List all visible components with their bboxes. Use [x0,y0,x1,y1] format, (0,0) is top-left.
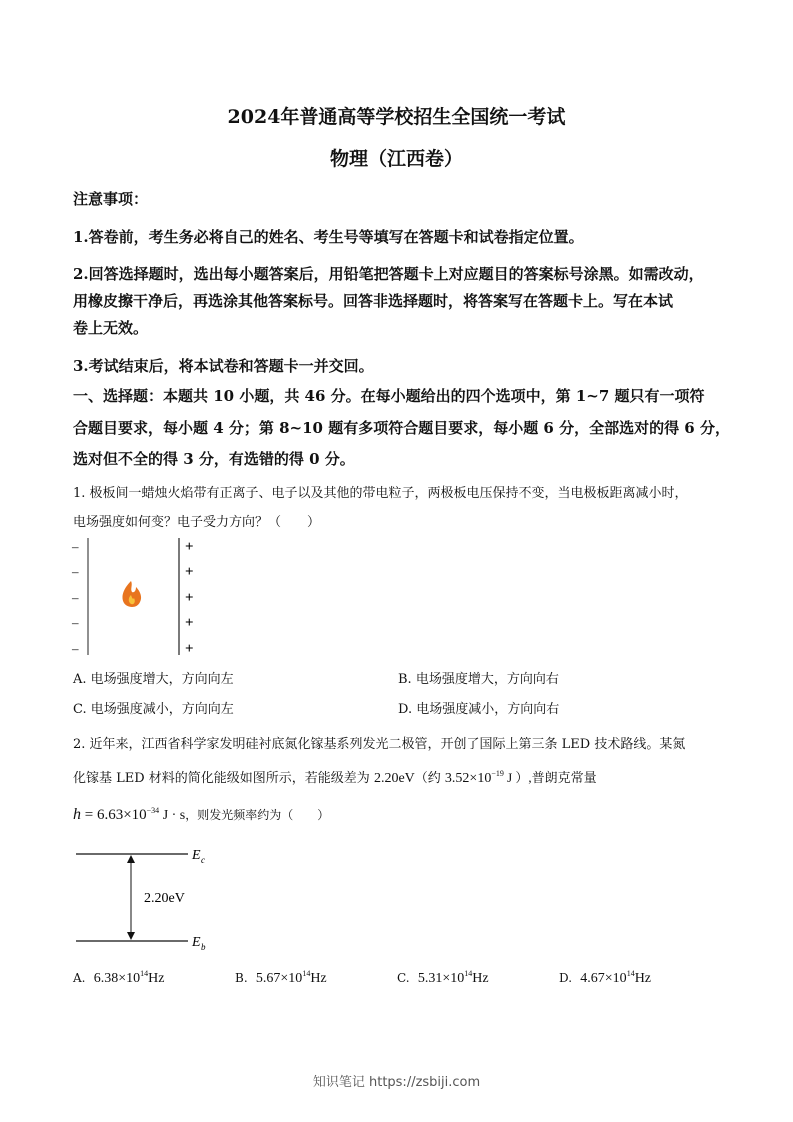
q1-option-a: A. 电场强度增大，方向向左 [73,672,234,687]
energy-joules: 3.52×10 [444,771,492,786]
energy-gap-value: 2.20eV [373,771,415,786]
minus-sign: – [72,539,79,554]
notice-item-2-line-2: 用橡皮擦干净后，再选涂其他答案标号。回答非选择题时，将答案写在答题卡上。写在本试 [73,292,674,310]
plus-sign: + [185,615,194,631]
energy-level-diagram [72,843,222,955]
notice-item-2-line-1: 2.回答选择题时，选出每小题答案后，用铅笔把答题卡上对应题目的答案标号涂黑。如需改动， [73,265,704,283]
section-1-line-2: 合题目要求，每小题 4 分；第 8~10 题有多项符合题目要求，每小题 6 分，全部选对的得 6 分， [73,419,730,437]
lower-level-subscript: b [201,942,206,952]
plus-sign: + [185,590,194,606]
exam-subtitle: 物理（江西卷） [329,148,463,170]
minus-sign: – [72,590,79,605]
exponent: −34 [146,806,160,815]
q2-text: （约 [414,771,445,786]
exponent: 14 [140,969,149,978]
planck-value: = 6.63×10 [81,807,147,823]
option-value: 5.31×10 [417,971,465,986]
section-1-line-3: 选对但不全的得 3 分，有选错的得 0 分。 [73,450,355,468]
q1-option-d: D. 电场强度减小，方向向右 [398,702,560,717]
plus-sign: + [185,641,194,657]
q1-capacitor-figure [70,535,210,660]
lower-level-label: E [192,935,201,950]
option-label: B. [235,971,248,985]
option-value: 4.67×10 [580,971,627,986]
option-unit: Hz [634,971,652,986]
notice-item-1: 1.答卷前，考生务必将自己的姓名、考生号等填写在答题卡和试卷指定位置。 [73,228,584,246]
exponent: 14 [464,969,473,978]
q1-stem-line-2: 电场强度如何变？电子受力方向？（ ） [73,515,321,530]
option-label: C. [397,971,410,985]
q2-stem-line-1: 2. 近年来，江西省科学家发明硅衬底氮化镓基系列发光二极管，开创了国际上第三条 LED 技术路线。某氮 [73,737,686,752]
notice-heading: 注意事项： [73,190,149,208]
option-label: D. [559,971,573,985]
minus-sign: – [72,641,79,656]
minus-sign: – [72,564,79,579]
site-watermark-footer: 知识笔记 https://zsbiji.com [312,1075,481,1090]
q2-text: J ）,普朗克常量 [503,770,597,785]
notice-item-3: 3.考试结束后，将本试卷和答题卡一并交回。 [73,357,374,375]
q2-option-c [397,971,489,987]
option-unit: Hz [472,971,489,986]
upper-level-label: E [192,848,201,863]
plus-sign: + [185,539,194,555]
q1-option-c: C. 电场强度减小，方向向左 [73,702,234,717]
q2-text: 化镓基 LED 材料的简化能级如图所示，若能级差为 [73,771,374,786]
q2-option-b [235,971,327,987]
option-unit: Hz [310,971,327,986]
q1-option-b: B. 电场强度增大，方向向右 [398,672,559,687]
option-value: 6.38×10 [93,971,141,986]
q2-stem-line-2 [73,767,597,787]
option-unit: Hz [148,971,165,986]
exam-title: 2024年普通高等学校招生全国统一考试 [227,106,566,128]
option-value: 5.67×10 [255,971,303,986]
minus-sign: – [72,615,79,630]
planck-symbol: h [73,806,81,823]
flame-icon [122,581,141,607]
exponent: 14 [302,969,311,978]
upper-level-subscript: c [201,855,205,865]
section-1-line-1: 一、选择题：本题共 10 小题，共 46 分。在每小题给出的四个选项中，第 1~7 题只有一项符 [73,387,705,405]
energy-gap-label: 2.20eV [144,891,185,906]
q2-option-a [73,971,164,987]
planck-unit: J · s [159,808,186,823]
exponent: 14 [626,969,635,978]
q2-option-d [559,971,651,987]
q2-stem-line-3 [73,806,329,824]
plus-sign: + [185,564,194,580]
exponent: −19 [491,769,504,778]
option-label: A. [73,971,86,985]
q1-stem-line-1: 1. 极板间一蜡烛火焰带有正离子、电子以及其他的带电粒子，两极板电压保持不变，当电极板距离减小时， [73,486,688,501]
q2-text: ，则发光频率约为（ ） [185,808,330,822]
notice-item-2-line-3: 卷上无效。 [73,319,149,337]
